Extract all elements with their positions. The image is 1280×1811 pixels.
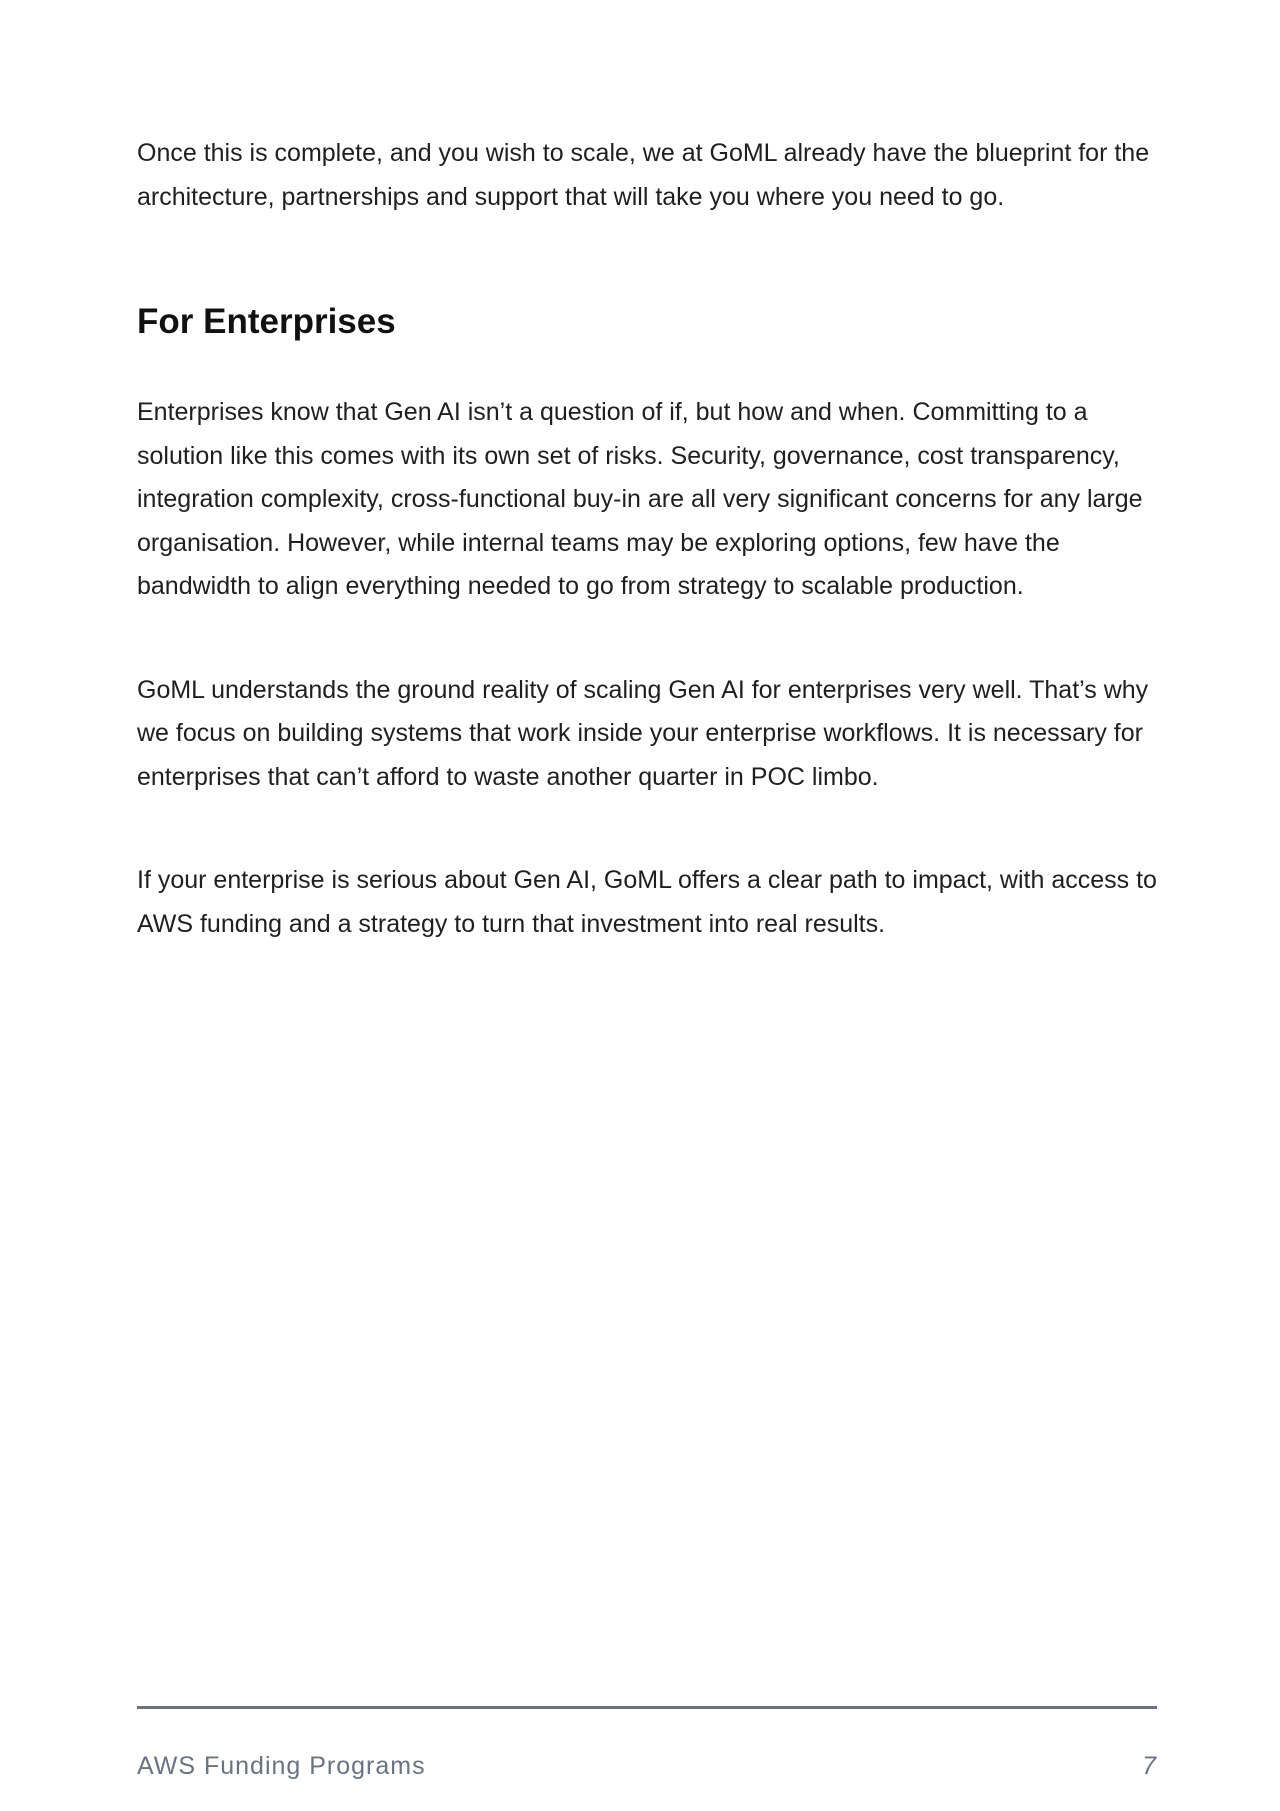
footer-divider <box>137 1706 1157 1709</box>
page-content <box>137 132 1157 946</box>
enterprises-paragraph-1: Enterprises know that Gen AI isn’t a question of if, but how and when. Committing to a solution like this comes with its own set of risks. Security, governance, cost transparency, integration complexity, cross-functional buy-in are all very significant concerns for any large organisation. However, while internal teams may be exploring options, few have the bandwidth to align everything needed to go from strategy to scalable production. <box>137 398 1143 600</box>
enterprises-paragraph-3: If your enterprise is serious about Gen AI, GoML offers a clear path to impact, with access to AWS funding and a strategy to turn that investment into real results. <box>137 866 1157 938</box>
intro-paragraph: Once this is complete, and you wish to scale, we at GoML already have the blueprint for the architecture, partnerships and support that will take you where you need to go. <box>137 139 1150 211</box>
enterprises-paragraph-2: GoML understands the ground reality of scaling Gen AI for enterprises very well. That’s why we focus on building systems that work inside your enterprise workflows. It is necessary for enterprises that can’t afford to waste another quarter in POC limbo. <box>137 675 1149 791</box>
footer-title: AWS Funding Programs <box>137 1752 426 1780</box>
page-footer <box>137 1748 1157 1784</box>
page-number: 7 <box>1142 1752 1157 1780</box>
section-heading: For Enterprises <box>137 302 396 341</box>
